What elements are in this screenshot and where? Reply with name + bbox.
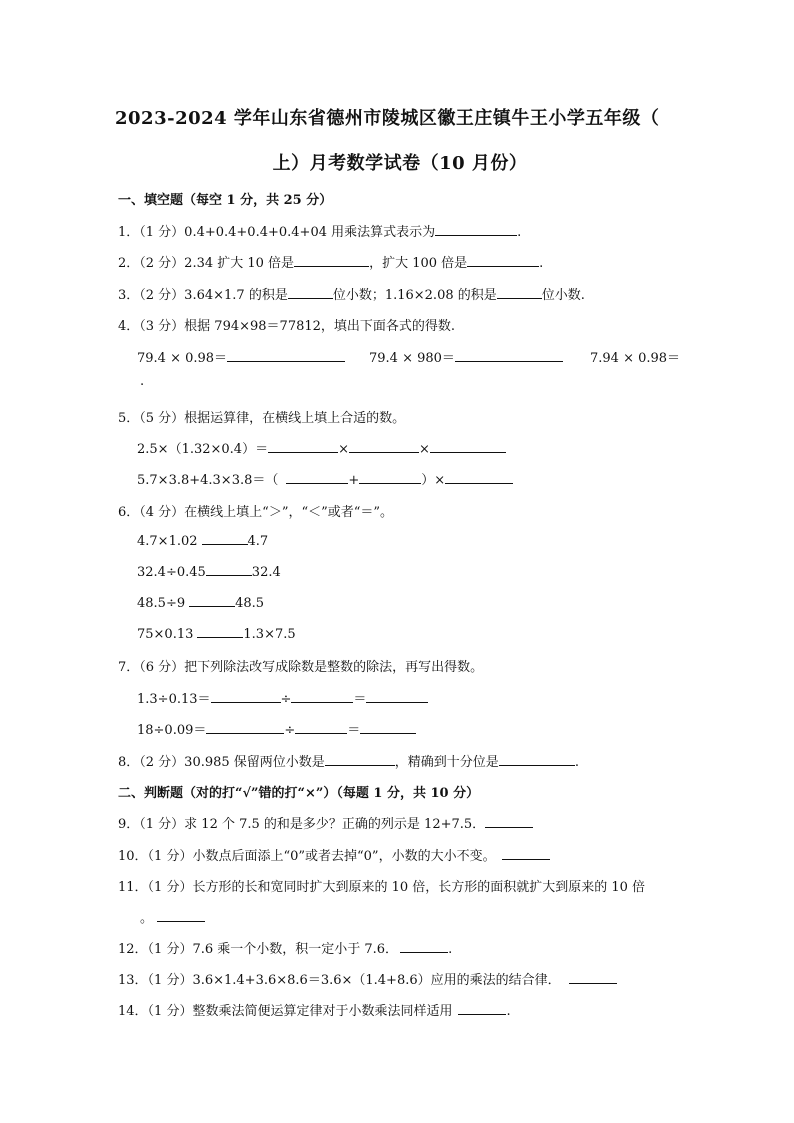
- question-11: 11．（1 分）长方形的长和宽同时扩大到原来的 10 倍，长方形的面积就扩大到原来的 10 倍: [118, 880, 646, 895]
- question-12-end: .: [448, 942, 453, 957]
- expr-text: 32.4÷0.45: [137, 565, 206, 580]
- question-14: [118, 1000, 511, 1019]
- question-3-text-b: 位小数；1.16×2.08 的积是: [332, 288, 497, 303]
- expr-text: 4.7×1.02: [137, 534, 198, 549]
- answer-blank[interactable]: [485, 815, 533, 828]
- exam-title-line2: 上）月考数学试卷（10 月份）: [272, 153, 528, 174]
- section1-heading: 一、填空题（每空 1 分，共 25 分）: [118, 193, 333, 208]
- question-14-end: .: [506, 1004, 511, 1019]
- question-1-text: 1．（1 分）0.4+0.4+0.4+0.4+04 用乘法算式表示为: [118, 225, 436, 240]
- answer-blank[interactable]: [291, 690, 353, 703]
- expr-text: 79.4 × 980＝: [369, 351, 455, 366]
- question-1-end: .: [517, 225, 522, 240]
- question-7-row-1: [137, 688, 428, 707]
- question-2-end: .: [539, 256, 544, 271]
- question-10: [118, 845, 550, 864]
- answer-blank[interactable]: [295, 721, 347, 734]
- question-6-item-3: [137, 594, 264, 611]
- equals-sign: ＝: [353, 692, 367, 707]
- expr-text: 18÷0.09＝: [137, 723, 207, 738]
- answer-blank[interactable]: [435, 223, 517, 236]
- expr-text: 79.4 × 0.98＝: [137, 351, 228, 366]
- question-4-expr-3: [590, 347, 680, 366]
- question-6-item-4: [137, 625, 296, 642]
- answer-blank[interactable]: [366, 690, 428, 703]
- question-4-expr-1: [137, 347, 345, 366]
- times-sign: ×: [419, 442, 430, 457]
- answer-blank[interactable]: [445, 471, 513, 484]
- answer-blank[interactable]: [360, 721, 416, 734]
- expr-text: 75×0.13: [137, 627, 194, 642]
- divide-sign: ÷: [284, 723, 296, 738]
- exam-title-line1: 2023-2024 学年山东省德州市陵城区徽王庄镇牛王小学五年级（: [115, 108, 660, 129]
- question-9: [118, 813, 533, 832]
- question-8-text-a: 8．（2 分）30.985 保留两位小数是: [118, 755, 325, 770]
- answer-blank[interactable]: [288, 286, 333, 299]
- question-6: 6．（4 分）在横线上填上“＞”，“＜”或者“＝”。: [118, 505, 394, 520]
- question-4: 4．（3 分）根据 794×98＝77812，填出下面各式的得数.: [118, 319, 456, 334]
- answer-blank[interactable]: [497, 286, 542, 299]
- expr-text: 4.7: [247, 534, 269, 549]
- question-13: [118, 969, 617, 988]
- answer-blank[interactable]: [202, 532, 248, 545]
- question-8-text-b: ，精确到十分位是: [394, 755, 499, 770]
- answer-blank[interactable]: [197, 625, 243, 638]
- expr-text: 48.5: [235, 596, 265, 611]
- question-13-text: 13．（1 分）3.6×1.4+3.6×8.6＝3.6×（1.4+8.6）应用的乘法的结合律．: [118, 973, 561, 988]
- question-10-text: 10．（1 分）小数点后面添上“0”或者去掉“0”，小数的大小不变。: [118, 849, 496, 864]
- expr-text: 5.7×3.8+4.3×3.8＝（: [137, 473, 279, 488]
- answer-blank[interactable]: [430, 440, 506, 453]
- question-5-row-2: [137, 469, 513, 488]
- answer-blank[interactable]: [206, 721, 284, 734]
- expr-text: ）×: [421, 473, 446, 488]
- answer-blank[interactable]: [189, 594, 235, 607]
- question-12: [118, 938, 452, 957]
- question-2: [118, 252, 543, 271]
- question-2-text-a: 2．（2 分）2.34 扩大 10 倍是: [118, 256, 295, 271]
- question-1: [118, 221, 521, 240]
- question-11-cont: [140, 907, 205, 926]
- question-3: [118, 284, 585, 303]
- answer-blank[interactable]: [325, 753, 395, 766]
- answer-blank[interactable]: [569, 971, 617, 984]
- question-9-text: 9．（1 分）求 12 个 7.5 的和是多少？正确的列示是 12+7.5．: [118, 817, 486, 832]
- question-3-text-c: 位小数.: [541, 288, 585, 303]
- answer-blank[interactable]: [359, 471, 421, 484]
- expr-text: 。: [140, 911, 154, 926]
- expr-text: 48.5÷9: [137, 596, 186, 611]
- answer-blank[interactable]: [286, 471, 348, 484]
- question-4-expr-2: [369, 347, 563, 366]
- answer-blank[interactable]: [268, 440, 338, 453]
- answer-blank[interactable]: [227, 349, 345, 362]
- question-5-row-1: [137, 438, 506, 457]
- answer-blank[interactable]: [211, 690, 281, 703]
- answer-blank[interactable]: [206, 563, 252, 576]
- answer-blank[interactable]: [467, 254, 539, 267]
- divide-sign: ÷: [280, 692, 292, 707]
- question-4-end: .: [140, 374, 145, 389]
- section2-heading: 二、判断题（对的打“√”错的打“×”）（每题 1 分，共 10 分）: [118, 786, 480, 801]
- expr-text: 2.5×（1.32×0.4）＝: [137, 442, 269, 457]
- expr-text: 1.3×7.5: [243, 627, 296, 642]
- answer-blank[interactable]: [400, 940, 448, 953]
- question-5: 5．（5 分）根据运算律，在横线上填上合适的数。: [118, 411, 406, 426]
- times-sign: ×: [338, 442, 349, 457]
- expr-text: 1.3÷0.13＝: [137, 692, 211, 707]
- plus-sign: +: [348, 473, 360, 488]
- question-6-item-1: [137, 532, 268, 549]
- question-3-text-a: 3．（2 分）3.64×1.7 的积是: [118, 288, 288, 303]
- question-8: [118, 751, 579, 770]
- answer-blank[interactable]: [502, 847, 550, 860]
- equals-sign: ＝: [347, 723, 361, 738]
- question-12-text: 12．（1 分）7.6 乘一个小数，积一定小于 7.6．: [118, 942, 399, 957]
- question-7: 7．（6 分）把下列除法改写成除数是整数的除法，再写出得数。: [118, 660, 484, 675]
- expr-text: 7.94 × 0.98＝: [590, 351, 681, 366]
- question-6-item-2: [137, 563, 281, 580]
- expr-text: 32.4: [251, 565, 281, 580]
- question-7-row-2: [137, 719, 416, 738]
- answer-blank[interactable]: [458, 1002, 506, 1015]
- question-8-end: .: [574, 755, 579, 770]
- answer-blank[interactable]: [349, 440, 419, 453]
- answer-blank[interactable]: [499, 753, 575, 766]
- answer-blank[interactable]: [157, 909, 205, 922]
- answer-blank[interactable]: [455, 349, 563, 362]
- question-14-text: 14．（1 分）整数乘法简便运算定律对于小数乘法同样适用: [118, 1004, 453, 1019]
- answer-blank[interactable]: [294, 254, 369, 267]
- question-2-text-b: ，扩大 100 倍是: [369, 256, 468, 271]
